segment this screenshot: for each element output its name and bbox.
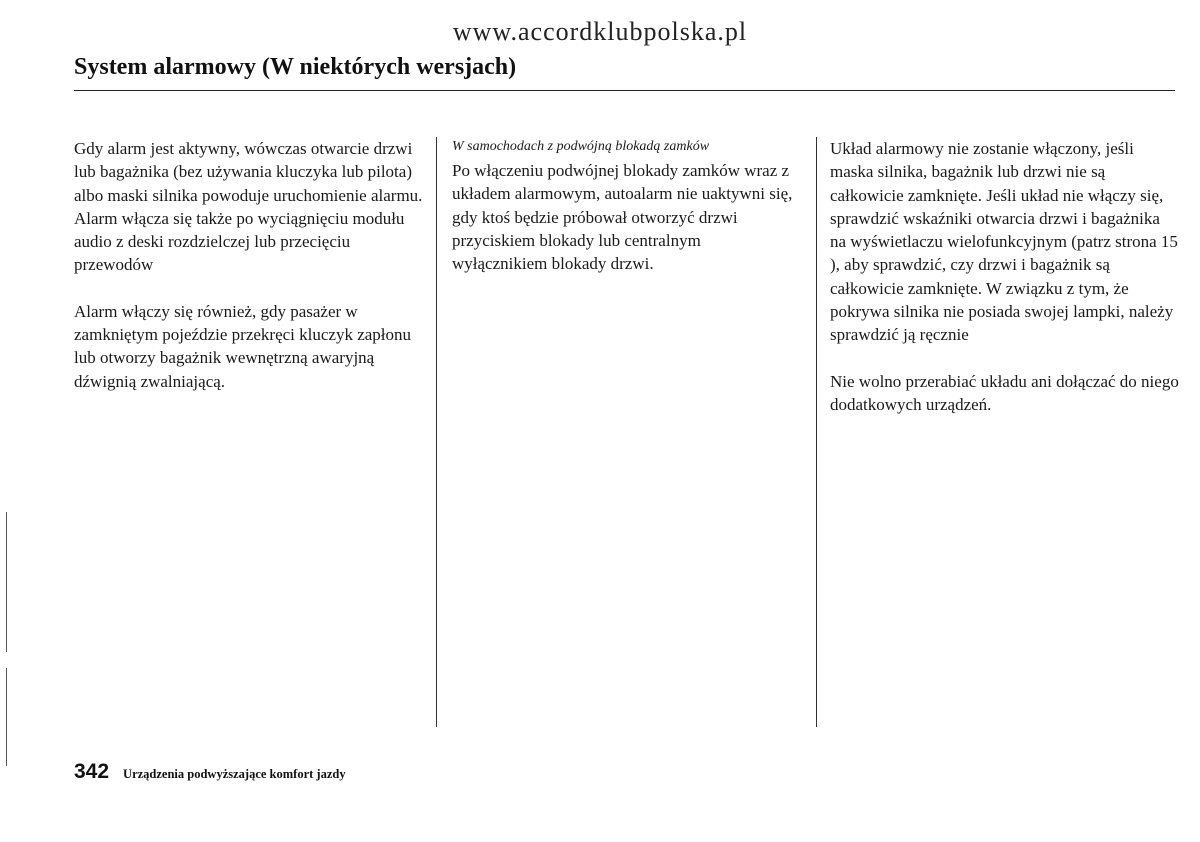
column-left: [74, 137, 424, 416]
column-middle: [452, 137, 797, 298]
column-right: [830, 137, 1180, 439]
header-rule: [74, 90, 1175, 91]
paragraph-alarm-trigger: Gdy alarm jest aktywny, wówczas otwarcie drzwi lub bagażnika (bez używania kluczyka lub pilota) albo maski silnika powoduje uruchomienie alarmu. Alarm włącza się także po wyciągnięciu modułu audio z deski rozdzielczej lub przecięciu przewodów: [74, 139, 423, 275]
paragraph-double-lock: Po włączeniu podwójnej blokady zamków wraz z układem alarmowym, autoalarm nie uaktywni się, gdy ktoś będzie próbował otworzyć drzwi przyciskiem blokady lub centralnym wyłącznikiem blokady drzwi.: [452, 161, 793, 274]
footer-section-name: Urządzenia podwyższające komfort jazdy: [123, 767, 346, 781]
paragraph-no-modifications: Nie wolno przerabiać układu ani dołączać do niego dodatkowych urządzeń.: [830, 371, 1179, 414]
column-divider: [816, 137, 817, 727]
subheading-double-lock: W samochodach z podwójną blokadą zamków: [452, 139, 710, 154]
paragraph-alarm-not-armed: Układ alarmowy nie zostanie włączony, jeśli maska silnika, bagażnik lub drzwi nie są całkowicie zamknięte. Jeśli układ nie włączy się, sprawdzić wskaźniki otwarcia drzwi i bagażnika na wyświetlaczu wielofunkcyjnym (patrz strona 15 ), aby sprawdzić, czy drzwi i bagażnik są całkowicie zamknięte. W związku z tym, że pokrywa silnika nie posiada swojej lampki, należy sprawdzić ją ręcznie: [830, 139, 1178, 345]
paragraph-alarm-passenger: Alarm włączy się również, gdy pasażer w zamkniętym pojeździe przekręci kluczyk zapłonu lub otworzy bagażnik wewnętrzną awaryjną dźwignią zwalniającą.: [74, 301, 412, 391]
edge-mark: [6, 512, 7, 652]
page-number: 342: [74, 760, 110, 783]
watermark-url: www.accordklubpolska.pl: [452, 17, 748, 46]
edge-mark: [6, 668, 7, 766]
column-divider: [436, 137, 437, 727]
page-footer: [74, 760, 346, 790]
page-title: System alarmowy (W niektórych wersjach): [74, 54, 517, 80]
